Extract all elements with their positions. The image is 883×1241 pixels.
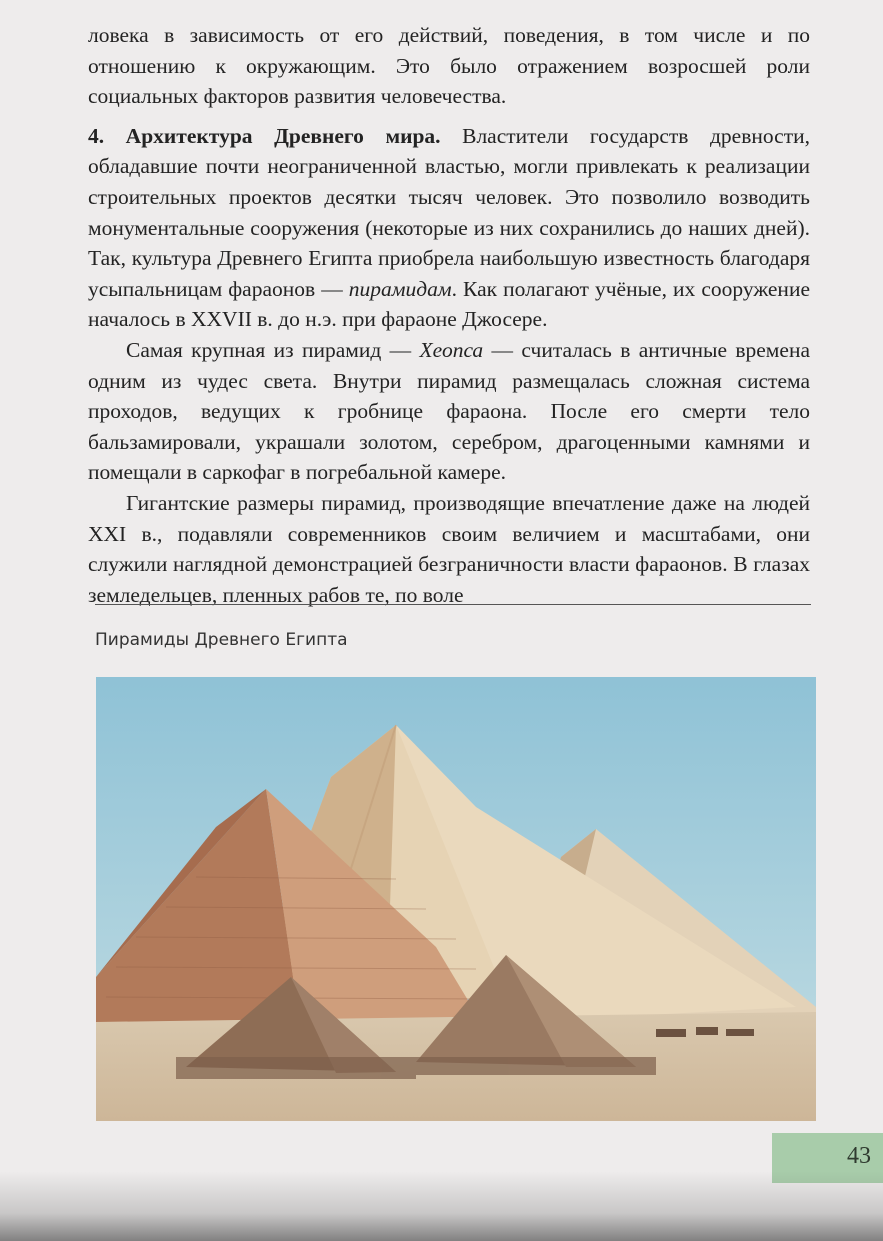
section-divider [95,604,811,605]
body-text [88,20,810,610]
emphasis-term: Хеопса [419,337,484,362]
paragraph-cheops [88,335,810,488]
paragraph-text: . Как полагают учёные, их сооружение началось в XXVII в. до н.э. при фараоне Джосере. [88,276,810,332]
section-heading: 4. Архитектура Древнего мира. [88,123,441,148]
paragraph-text: Самая крупная из пирамид — [126,337,420,362]
figure-caption: Пирамиды Древнего Египта [95,630,348,650]
scan-shadow [0,1171,883,1241]
paragraph-text: Властители государств древности, обладавшие почти неограниченной властью, могли привлекать к реализации строительных проектов десятки тысяч человек. Это позволило возводить монументальные сооружения (некоторые из них сохранились до наших дней). Так, культура Древнего Египта приобрела наибольшую известность благодаря усыпальницам фараонов — [88,123,810,301]
pyramids-photo [96,677,816,1121]
emphasis-term: пирамидам [348,276,452,301]
page-number: 43 [847,1143,871,1169]
paragraph-scale: Гигантские размеры пирамид, производящие впечатление даже на людей XXI в., подавляли современников своим величием и масштабами, они служили наглядной демонстрацией безграничности власти фараонов. В глазах земледельцев, пленных рабов те, по воле [88,490,810,607]
paragraph-continuation: ловека в зависимость от его действий, поведения, в том числе и по отношению к окружающим. Это было отражением возросшей роли социальных факторов развития человечества. [88,23,810,109]
paragraph-text: — считалась в античные времена одним из чудес света. Внутри пирамид размещалась сложная система проходов, ведущих к гробнице фараона. После его смерти тело бальзамировали, украшали золотом, серебром, драгоценными камнями и помещали в саркофаг в погребальной камере. [88,337,810,485]
paragraph-architecture [88,121,810,335]
